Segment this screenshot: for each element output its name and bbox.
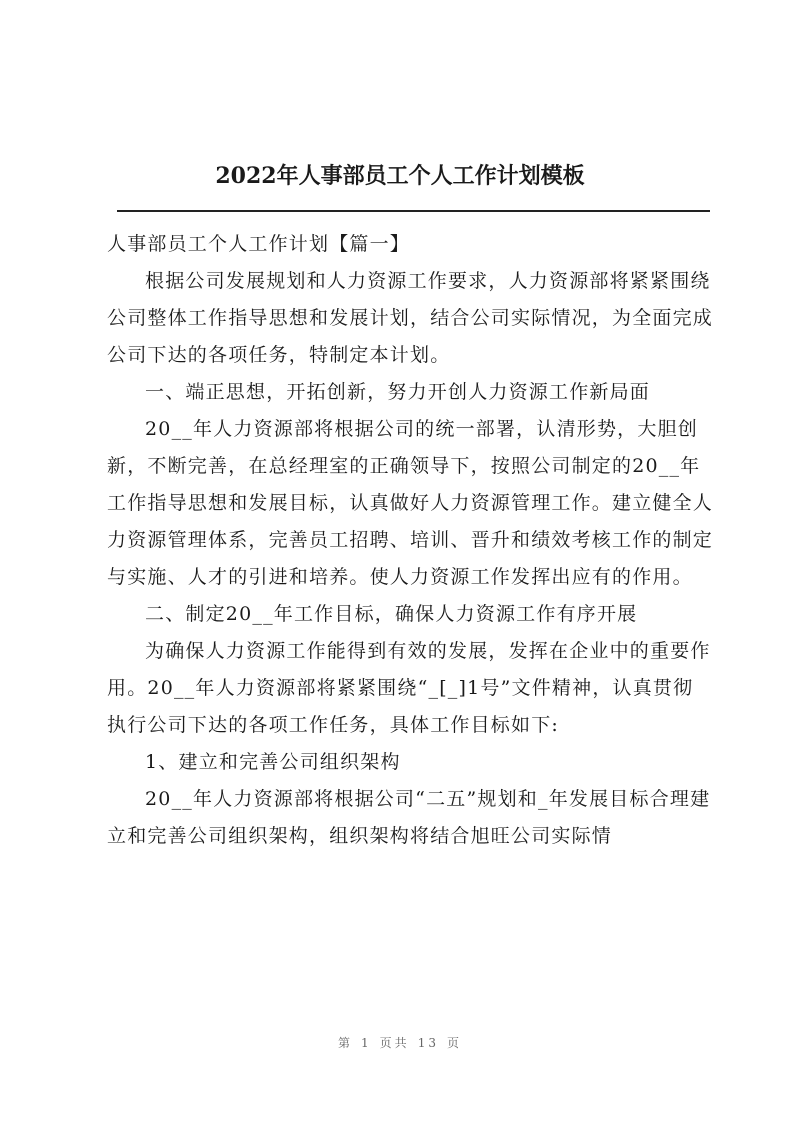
heading-two: 二、制定20__年工作目标，确保人力资源工作有序开展 — [145, 603, 638, 625]
section-heading: 人事部员工个人工作计划【篇一】 — [107, 233, 411, 255]
paragraph-two: 为确保人力资源工作能得到有效的发展，发挥在企业中的重要作用。20__年人力资源部将紧紧围绕“_[_]1号”文件精神，认真贯彻执行公司下达的各项工作任务，具体工作目标如下: — [107, 640, 711, 736]
footer-suffix: 页 — [446, 1036, 462, 1050]
footer-middle: 页共 — [379, 1036, 410, 1050]
footer-prefix: 第 — [338, 1036, 354, 1050]
document-body — [107, 226, 713, 855]
paragraph-three: 20__年人力资源部将根据公司“二五”规划和_年发展目标合理建立和完善公司组织架构，组织架构将结合旭旺公司实际情 — [107, 788, 711, 847]
page-footer — [0, 1034, 800, 1051]
footer-current-page: 1 — [361, 1036, 372, 1050]
paragraph-intro: 根据公司发展规划和人力资源工作要求，人力资源部将紧紧围绕公司整体工作指导思想和发展计划，结合公司实际情况，为全面完成公司下达的各项任务，特制定本计划。 — [107, 270, 714, 366]
title-divider — [117, 210, 710, 212]
subheading-one: 1、建立和完善公司组织架构 — [145, 751, 401, 773]
paragraph-one: 20__年人力资源部将根据公司的统一部署，认清形势，大胆创新，不断完善，在总经理室的正确领导下，按照公司制定的20__年工作指导思想和发展目标，认真做好人力资源管理工作。建立健全人力资源管理体系，完善员工招聘、培训、晋升和绩效考核工作的制定与实施、人才的引进和培养。使人力资源工作发挥出应有的作用。 — [107, 418, 714, 588]
document-title: 2022年人事部员工个人工作计划模板 — [215, 163, 585, 189]
footer-total-pages: 13 — [417, 1036, 439, 1050]
heading-one: 一、端正思想，开拓创新，努力开创人力资源工作新局面 — [145, 381, 651, 403]
